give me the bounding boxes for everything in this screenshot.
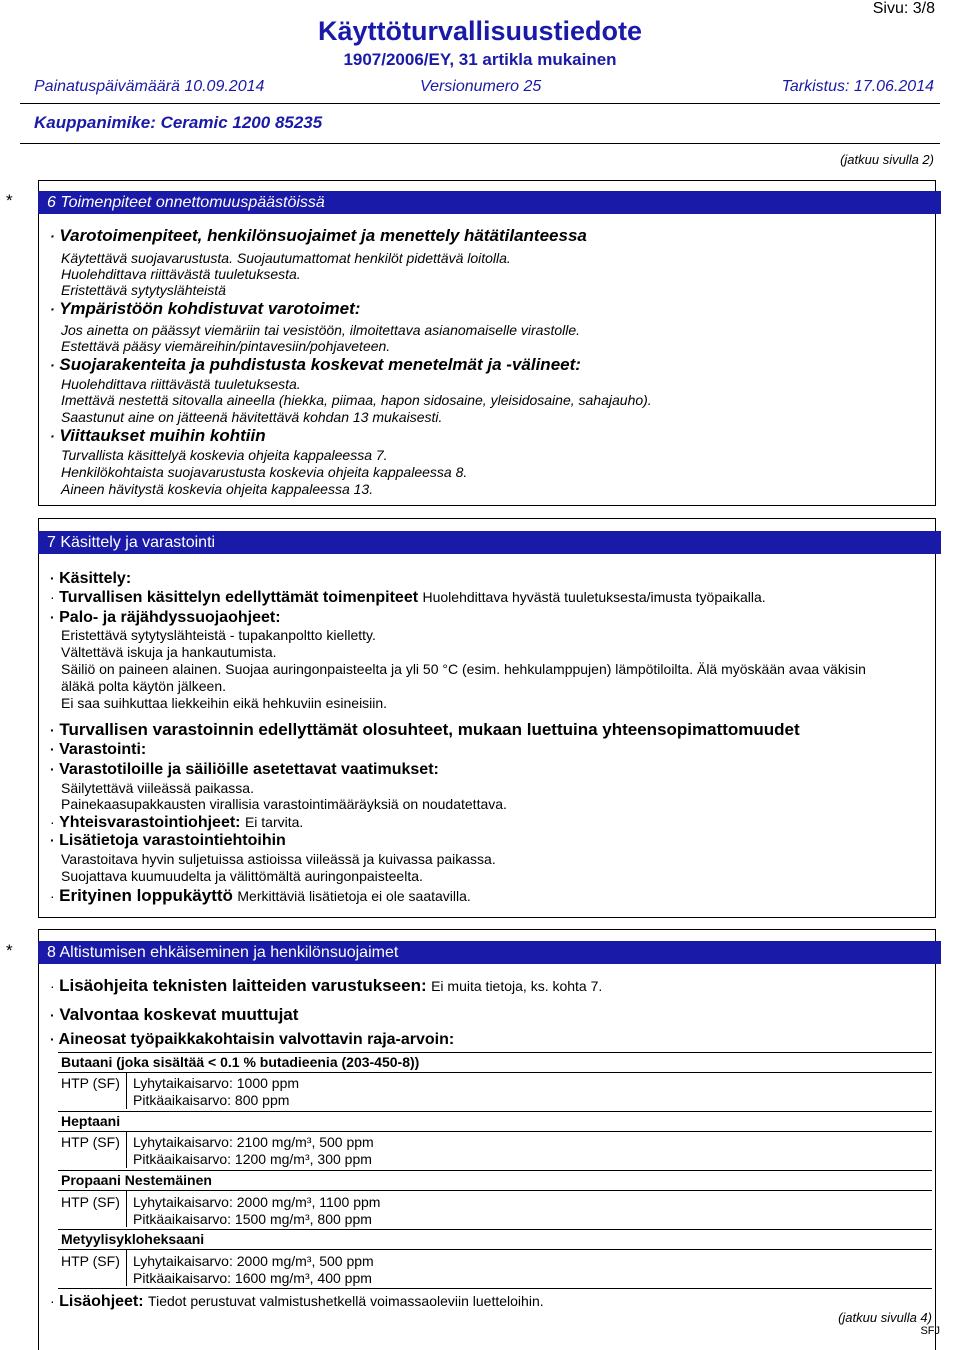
s6-text: Käytettävä suojavarustusta. Suojautumattomat henkilöt pidettävä loitolla. [61,250,511,266]
limit-code: HTP (SF) [61,1253,120,1269]
s7-text: Ei saa suihkuttaa liekkeihin eikä hehkuviin esineisiin. [61,695,388,711]
s7-specific-end-use: · Erityinen loppukäyttö Merkittäviä lisätietoja ei ole saatavilla. [50,886,471,905]
substance-name: Metyylisykloheksaani [61,1231,205,1247]
s7-text: Varastoitava hyvin suljetuissa astioissa viileässä ja kuivassa paikassa. [61,851,496,867]
table-divider [58,1111,932,1112]
version-number: Versionumero 25 [420,78,542,95]
long-term-value: Pitkäaikaisarvo: 1500 mg/m³, 800 ppm [133,1211,372,1227]
s7-text: Painekaasupakkausten virallisia varastointimääräyksiä on noudatettava. [61,796,507,812]
table-divider [58,1229,932,1230]
header-divider-2 [20,143,940,144]
s7-joint-storage: · Yhteisvarastointiohjeet: Ei tarvita. [50,814,304,831]
table-divider [58,1190,932,1191]
s7-heading-handling: · Käsittely: [50,570,132,587]
continued-on: (jatkuu sivulla 4) [838,1310,932,1325]
s6-text: Henkilökohtaista suojavarustusta koskevia ohjeita kappaleessa 8. [61,464,468,480]
table-separator [126,1250,127,1286]
table-separator [126,1073,127,1109]
s8-heading-limit-values: · Aineosat työpaikkakohtaisin valvottavin raja-arvoin: [50,1031,455,1048]
s6-heading-environment: · Ympäristöön kohdistuvat varotoimet: [50,299,361,318]
long-term-value: Pitkäaikaisarvo: 1600 mg/m³, 400 ppm [133,1270,372,1286]
table-divider [58,1052,932,1053]
header-divider [20,103,940,104]
document-subtitle: 1907/2006/EY, 31 artikla mukainen [343,50,617,69]
page-number: Sivu: 3/8 [872,0,935,17]
revision-date: Tarkistus: 17.06.2014 [781,78,934,95]
s6-text: Imettävä nestettä sitovalla aineella (hiekka, piimaa, hapon sidosaine, yleisidosaine, sahajauho). [61,392,652,408]
s7-heading-additional: · Lisätietoja varastointiehtoihin [50,832,286,849]
table-separator [126,1191,127,1227]
s6-text: Aineen hävitystä koskevia ohjeita kappaleessa 13. [61,481,374,497]
s8-additional-notes: · Lisäohjeet: Tiedot perustuvat valmistushetkellä voimassaoleviin luetteloihin. [50,1293,544,1310]
substance-name: Propaani Nestemäinen [61,1172,212,1188]
s6-text: Jos ainetta on päässyt viemäriin tai vesistöön, ilmoitettava asianomaiselle virastolle. [61,322,581,338]
table-divider [58,1170,932,1171]
long-term-value: Pitkäaikaisarvo: 1200 mg/m³, 300 ppm [133,1151,372,1167]
long-term-value: Pitkäaikaisarvo: 800 ppm [133,1092,290,1108]
s7-text: Vältettävä iskuja ja hankautumista. [61,644,277,660]
short-term-value: Lyhytaikaisarvo: 2000 mg/m³, 1100 ppm [133,1194,381,1210]
s6-text: Turvallista käsittelyä koskevia ohjeita kappaleessa 7. [61,447,388,463]
table-divider [58,1131,932,1132]
substance-name: Butaani (joka sisältää < 0.1 % butadieenia (203-450-8)) [61,1054,420,1070]
document-title: Käyttöturvallisuustiedote [317,16,643,46]
section-6-heading: 6 Toimenpiteet onnettomuuspäästöissä [38,191,941,214]
s6-heading-references: · Viittaukset muihin kohtiin [50,426,266,445]
short-term-value: Lyhytaikaisarvo: 2000 mg/m³, 500 ppm [133,1253,374,1269]
s6-text: Eristettävä sytytyslähteistä [61,282,226,298]
table-separator [126,1132,127,1168]
s7-heading-storage: · Varastointi: [50,741,147,758]
s6-heading-cleanup: · Suojarakenteita ja puhdistusta koskevat menetelmät ja -välineet: [50,355,581,374]
s7-text: äläkä polta käytön jälkeen. [61,678,226,694]
s7-text: Suojattava kuumuudelta ja välittömältä auringonpaisteelta. [61,868,423,884]
s8-heading-control: · Valvontaa koskevat muuttujat [50,1005,299,1024]
s7-text: Eristettävä sytytyslähteistä - tupakanpoltto kielletty. [61,627,376,643]
s6-text: Estettävä pääsy viemäreihin/pintavesiin/pohjaveteen. [61,338,391,354]
s6-text: Huolehdittava riittävästä tuuletuksesta. [61,266,301,282]
revision-star: * [6,941,13,960]
s7-safe-handling: · Turvallisen käsittelyn edellyttämät toimenpiteet Huolehdittava hyvästä tuuletuksesta/imusta työpaikalla. [50,589,766,606]
short-term-value: Lyhytaikaisarvo: 2100 mg/m³, 500 ppm [133,1134,374,1150]
s7-text: Säilytettävä viileässä paikassa. [61,780,254,796]
s6-text: Saastunut aine on jätteenä hävitettävä kohdan 13 mukaisesti. [61,409,443,425]
table-divider [58,1072,932,1073]
s7-heading-requirements: · Varastotiloille ja säiliöille asetettavat vaatimukset: [50,761,439,778]
country-code: SFJ [920,1325,940,1337]
s7-heading-fire: · Palo- ja räjähdyssuojaohjeet: [50,609,281,626]
short-term-value: Lyhytaikaisarvo: 1000 ppm [133,1075,300,1091]
s6-text: Huolehdittava riittävästä tuuletuksesta. [61,376,301,392]
trade-name: Kauppanimike: Ceramic 1200 85235 [34,113,323,132]
limit-code: HTP (SF) [61,1134,120,1150]
s8-technical-equipment: · Lisäohjeita teknisten laitteiden varustukseen: Ei muita tietoja, ks. kohta 7. [50,976,603,995]
limit-code: HTP (SF) [61,1194,120,1210]
table-divider [58,1288,932,1289]
section-8-heading: 8 Altistumisen ehkäiseminen ja henkilönsuojaimet [38,941,941,964]
s7-text: Säiliö on paineen alainen. Suojaa auringonpaisteelta ja yli 50 °C (esim. hehkulamppujen) lämpötiloilta. Älä myöskään avaa väkisin [61,661,866,677]
continued-from: (jatkuu sivulla 2) [840,152,934,167]
s6-heading-precautions: · Varotoimenpiteet, henkilönsuojaimet ja menettely hätätilanteessa [50,226,587,245]
revision-star: * [6,191,13,210]
substance-name: Heptaani [61,1113,121,1129]
print-date: Painatuspäivämäärä 10.09.2014 [34,78,265,95]
limit-code: HTP (SF) [61,1075,120,1091]
s7-heading-storage-conditions: · Turvallisen varastoinnin edellyttämät olosuhteet, mukaan luettuina yhteensopimattomuudet [50,720,800,739]
section-7-heading: 7 Käsittely ja varastointi [38,531,941,554]
table-divider [58,1249,932,1250]
